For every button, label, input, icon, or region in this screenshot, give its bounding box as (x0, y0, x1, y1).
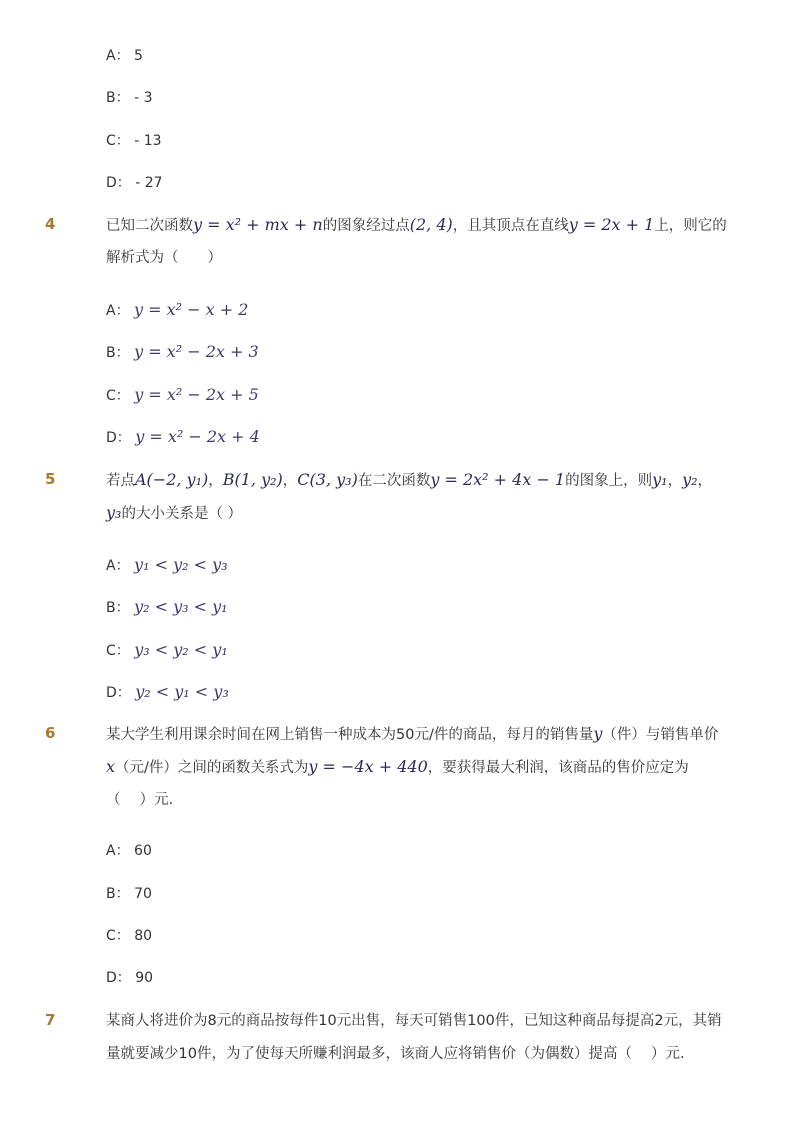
option-label: B： (106, 886, 130, 902)
option-label: C： (106, 388, 130, 404)
text: ， (667, 473, 683, 489)
q5-option-b[interactable] (106, 597, 228, 618)
question-number: 4 (45, 215, 56, 233)
option-value: y = x² − 2x + 4 (135, 427, 260, 446)
q4-option-c[interactable] (106, 385, 259, 406)
question-4-line-2: 解析式为（ ） (106, 250, 222, 266)
q5-option-a[interactable] (106, 555, 228, 576)
q3-option-c[interactable] (106, 131, 162, 151)
option-value: - 27 (135, 175, 163, 191)
text: 上，则它的 (654, 218, 727, 234)
q3-option-a[interactable] (106, 46, 143, 66)
q4-option-d[interactable] (106, 427, 260, 448)
text: 的图象上，则 (565, 473, 653, 489)
text: ， (282, 473, 298, 489)
text: ，且其顶点在直线 (452, 218, 569, 234)
option-label: A： (106, 48, 130, 64)
option-value: y₂ < y₁ < y₃ (135, 682, 229, 701)
q5-option-d[interactable] (106, 682, 229, 703)
text: ， (208, 473, 223, 489)
formula: y = 2x² + 4x − 1 (430, 470, 566, 489)
option-value: y₁ < y₂ < y₃ (134, 555, 228, 574)
option-label: A： (106, 843, 130, 859)
option-label: B： (106, 600, 130, 616)
option-value: 60 (134, 843, 152, 859)
option-value: 80 (134, 928, 153, 944)
text: 的大小关系是（ ） (121, 506, 243, 522)
question-number: 5 (45, 470, 56, 488)
q5-option-c[interactable] (106, 640, 228, 661)
option-value: 70 (134, 886, 152, 902)
formula: y₂ (682, 470, 698, 489)
text: 的图象经过点 (322, 218, 410, 234)
q3-option-b[interactable] (106, 88, 152, 108)
q6-option-c[interactable] (106, 926, 152, 946)
option-label: D： (106, 685, 131, 701)
formula: x (106, 757, 116, 776)
text: （件）与销售单价 (602, 727, 719, 743)
formula: y₃ (106, 503, 122, 522)
q4-option-b[interactable] (106, 342, 259, 363)
text: 某大学生利用课余时间在网上销售一种成本为50元/件的商品，每月的销售量 (106, 727, 594, 743)
option-value: - 3 (134, 90, 153, 106)
question-7-line-2: 量就要减少10件，为了使每天所赚利润最多，该商人应将销售价（为偶数）提高（ ）元． (106, 1046, 695, 1062)
formula: y = −4x + 440 (308, 757, 428, 776)
option-label: C： (106, 133, 130, 149)
option-label: B： (106, 345, 130, 361)
q6-option-a[interactable] (106, 841, 152, 861)
q6-option-d[interactable] (106, 968, 153, 988)
option-value: 90 (135, 970, 154, 986)
option-label: D： (106, 970, 131, 986)
question-7-line-1: 某商人将进价为8元的商品按每件10元出售，每天可销售100件，已知这种商品每提高2元，其销 (106, 1013, 722, 1029)
question-5-line-2 (106, 503, 242, 524)
formula: y = 2x + 1 (568, 215, 655, 234)
option-value: y = x² − 2x + 5 (134, 385, 259, 404)
question-6-line-3: （ ）元． (106, 792, 184, 808)
text: ， (697, 473, 713, 489)
option-label: A： (106, 558, 130, 574)
text: ，要获得最大利润，该商品的售价应定为 (427, 760, 689, 776)
text: 若点 (106, 473, 135, 489)
question-6-line-2 (106, 757, 689, 778)
option-label: A： (106, 303, 130, 319)
q4-option-a[interactable] (106, 300, 248, 321)
option-value: y = x² − 2x + 3 (134, 342, 259, 361)
option-value: y₃ < y₂ < y₁ (134, 640, 228, 659)
option-value: 5 (134, 48, 143, 64)
q3-option-d[interactable] (106, 173, 163, 193)
text: 在二次函数 (357, 473, 431, 489)
option-value: y = x² − x + 2 (134, 300, 249, 319)
text: 已知二次函数 (106, 218, 193, 234)
question-number: 6 (45, 724, 56, 742)
question-5-line-1 (106, 470, 712, 491)
formula: (2, 4) (409, 215, 453, 234)
option-value: y₂ < y₃ < y₁ (134, 597, 228, 616)
formula: y (593, 724, 603, 743)
question-number: 7 (45, 1011, 56, 1029)
question-6-line-1 (106, 724, 718, 745)
question-4-line-1 (106, 215, 727, 236)
option-label: B： (106, 90, 130, 106)
option-label: D： (106, 175, 131, 191)
text: （元/件）之间的函数关系式为 (115, 760, 309, 776)
option-label: D： (106, 430, 131, 446)
q6-option-b[interactable] (106, 884, 152, 904)
option-label: C： (106, 643, 130, 659)
formula: y₁ (652, 470, 668, 489)
option-label: C： (106, 928, 130, 944)
formula: C(3, y₃) (297, 470, 358, 489)
formula: A(−2, y₁) (135, 470, 209, 489)
option-value: - 13 (134, 133, 162, 149)
formula: B(1, y₂) (222, 470, 283, 489)
formula: y = x² + mx + n (193, 215, 323, 234)
